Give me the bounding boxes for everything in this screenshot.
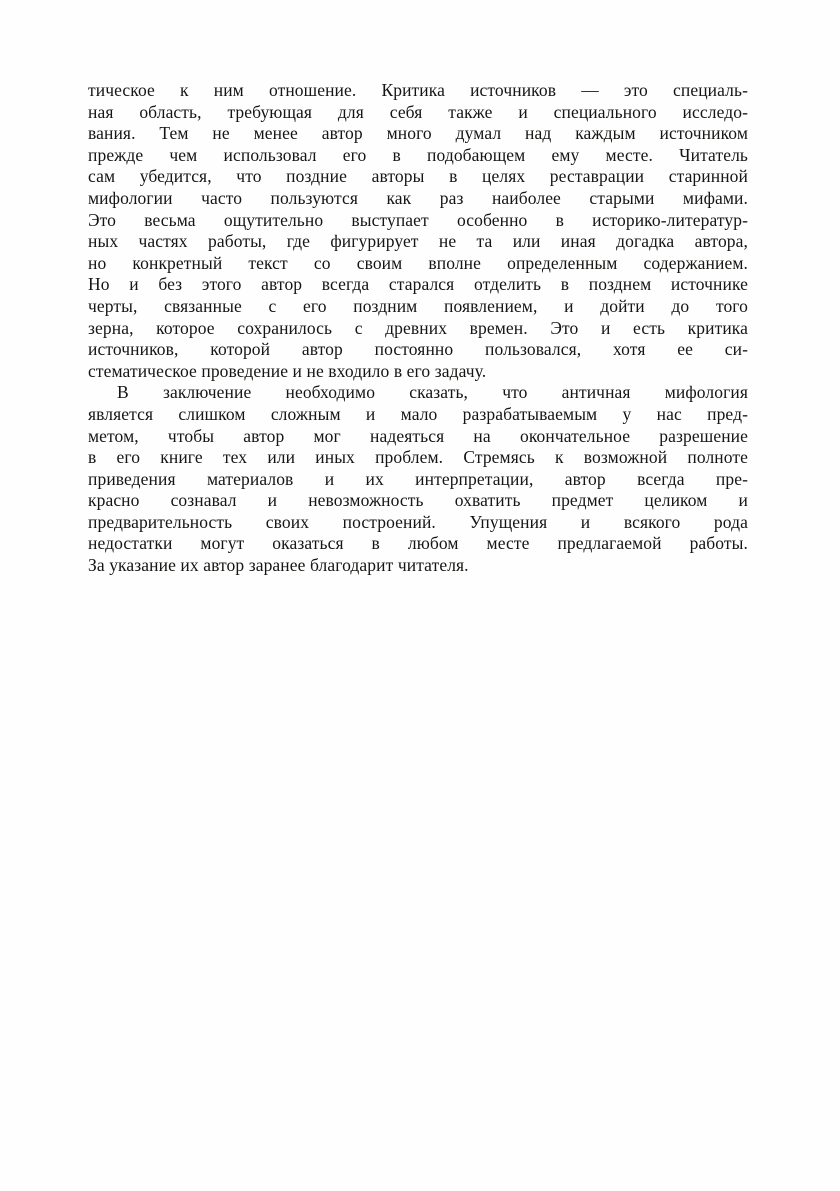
text-line: стематическое проведение и не входило в его задачу. — [88, 360, 487, 381]
body-text-block — [88, 80, 748, 577]
text-line: ных частях работы, где фигурирует не та или иная догадка автора, — [88, 231, 748, 252]
text-line: метом, чтобы автор мог надеяться на окончательное разрешение — [88, 425, 748, 446]
text-line: черты, связанные с его поздним появлением, и дойти до того — [88, 295, 748, 316]
text-line: Это весьма ощутительно выступает особенно в историко-литератур- — [88, 209, 748, 230]
text-line: мифологии часто пользуются как раз наиболее старыми мифами. — [88, 187, 748, 208]
text-line: зерна, которое сохранилось с древних времен. Это и есть критика — [88, 317, 748, 338]
text-line: тическое к ним отношение. Критика источников — это специаль- — [88, 80, 748, 100]
text-line: В заключение необходимо сказать, что античная мифология — [117, 382, 748, 403]
text-line: красно сознавал и невозможность охватить предмет целиком и — [88, 490, 748, 511]
text-line: За указание их автор заранее благодарит читателя. — [88, 555, 469, 576]
text-line: ная область, требующая для себя также и специального исследо- — [88, 101, 748, 122]
text-line: Но и без этого автор всегда старался отделить в позднем источнике — [88, 274, 748, 295]
text-line: предварительность своих построений. Упущения и всякого рода — [88, 511, 748, 532]
text-line: недостатки могут оказаться в любом месте предлагаемой работы. — [88, 533, 748, 554]
text-line: вания. Тем не менее автор много думал над каждым источником — [88, 123, 748, 144]
text-line: но конкретный текст со своим вполне определенным содержанием. — [88, 252, 748, 273]
text-line: прежде чем использовал его в подобающем ему месте. Читатель — [88, 144, 748, 165]
paragraph-2 — [88, 382, 748, 576]
text-line: приведения материалов и их интерпретации, автор всегда пре- — [88, 468, 748, 489]
text-line: источников, которой автор постоянно пользовался, хотя ее си- — [88, 339, 748, 360]
text-line: в его книге тех или иных проблем. Стремясь к возможной полноте — [88, 447, 748, 468]
paragraph-1 — [88, 80, 748, 382]
text-line: является слишком сложным и мало разрабатываемым у нас пред- — [88, 403, 748, 424]
text-line: сам убедится, что поздние авторы в целях реставрации старинной — [88, 166, 748, 187]
